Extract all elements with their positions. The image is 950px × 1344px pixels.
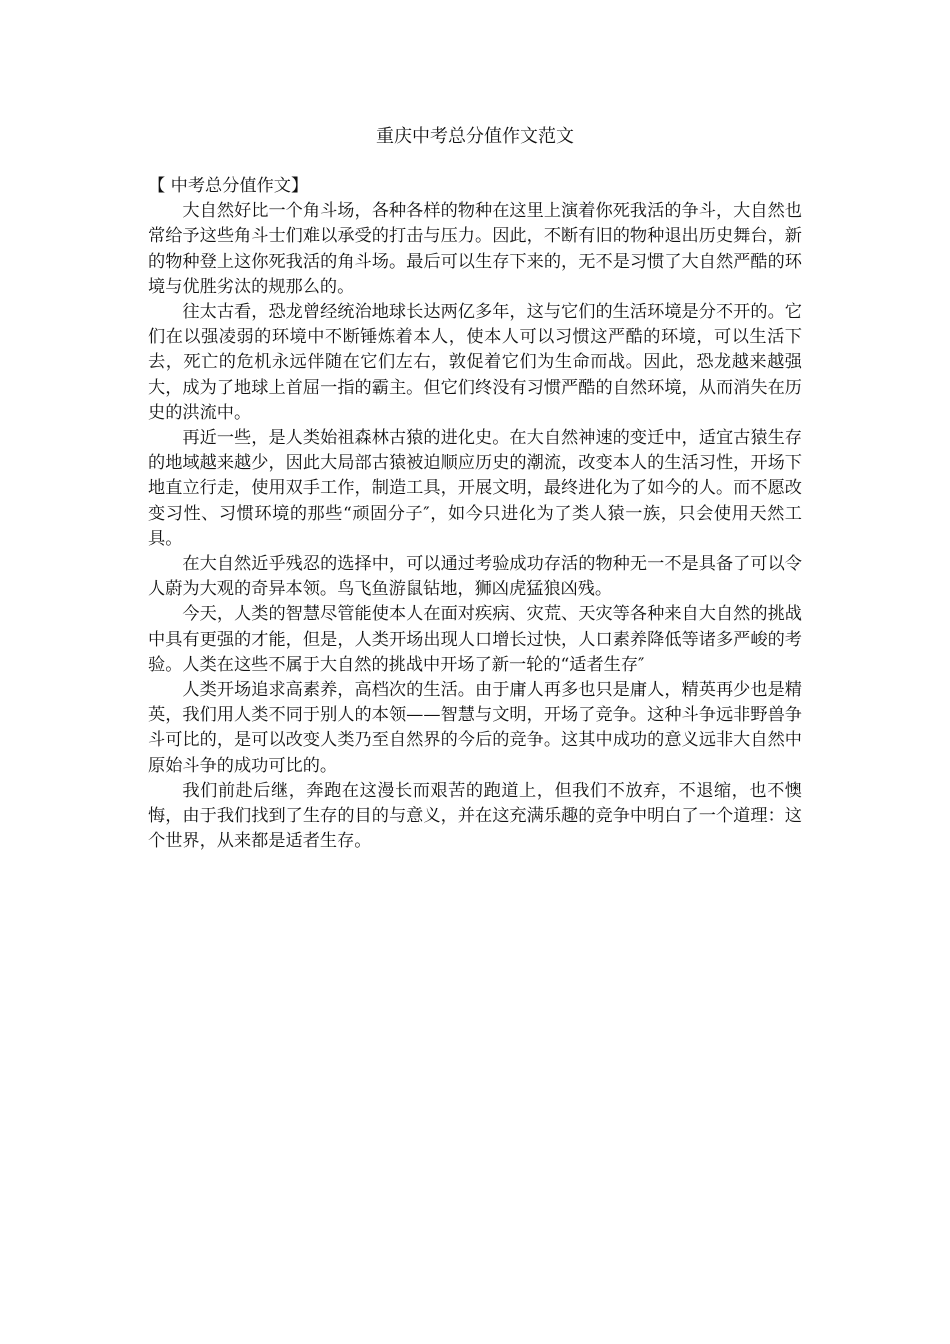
paragraph: 人类开场追求高素养，高档次的生活。由于庸人再多也只是庸人，精英再少也是精英，我们用人类不同于别人的本领——智慧与文明，开场了竞争。这种斗争远非野兽争斗可比的，是可以改变人类乃至自然界的今后的竞争。这其中成功的意义远非大自然中原始斗争的成功可比的。: [148, 680, 802, 776]
paragraph: 在大自然近乎残忍的选择中，可以通过考验成功存活的物种无一不是具备了可以令人蔚为大观的奇异本领。鸟飞鱼游鼠钻地，狮凶虎猛狼凶残。: [148, 554, 802, 600]
paragraph: 我们前赴后继，奔跑在这漫长而艰苦的跑道上，但我们不放弃，不退缩，也不懊悔，由于我们找到了生存的目的与意义，并在这充满乐趣的竞争中明白了一个道理：这个世界，从来都是适者生存。: [148, 780, 802, 852]
paragraph: 今天，人类的智慧尽管能使本人在面对疾病、灾荒、天灾等各种来自大自然的挑战中具有更强的才能，但是，人类开场出现人口增长过快，人口素养降低等诸多严峻的考验。人类在这些不属于大自然的挑战中开场了新一轮的“适者生存″: [148, 604, 802, 675]
paragraph: 往太古看，恐龙曾经统治地球长达两亿多年，这与它们的生活环境是分不开的。它们在以强凌弱的环境中不断锤炼着本人，使本人可以习惯这严酷的环境，可以生活下去，死亡的危机永远伴随在它们左右，敦促着它们为生命而战。因此，恐龙越来越强大，成为了地球上首屈一指的霸主。但它们终没有习惯严酷的自然环境，从而消失在历史的洪流中。: [148, 302, 802, 423]
paragraph: 再近一些，是人类始祖森林古猿的进化史。在大自然神速的变迁中，适宜古猿生存的地域越来越少，因此大局部古猿被迫顺应历史的潮流，改变本人的生活习性，开场下地直立行走，使用双手工作，制造工具，开展文明，最终进化为了如今的人。而不愿改变习性、习惯环境的那些“顽固分子″，如今只进化为了类人猿一族，只会使用天然工具。: [148, 428, 802, 549]
section-label: 【 中考总分值作文】: [148, 176, 309, 196]
paragraph: 大自然好比一个角斗场，各种各样的物种在这里上演着你死我活的争斗，大自然也常给予这些角斗士们难以承受的打击与压力。因此，不断有旧的物种退出历史舞台，新的物种登上这你死我活的角斗场。最后可以生存下来的，无不是习惯了大自然严酷的环境与优胜劣汰的规那么的。: [148, 201, 802, 297]
document-body: [148, 174, 802, 854]
document-title: 重庆中考总分值作文范文: [376, 126, 574, 147]
